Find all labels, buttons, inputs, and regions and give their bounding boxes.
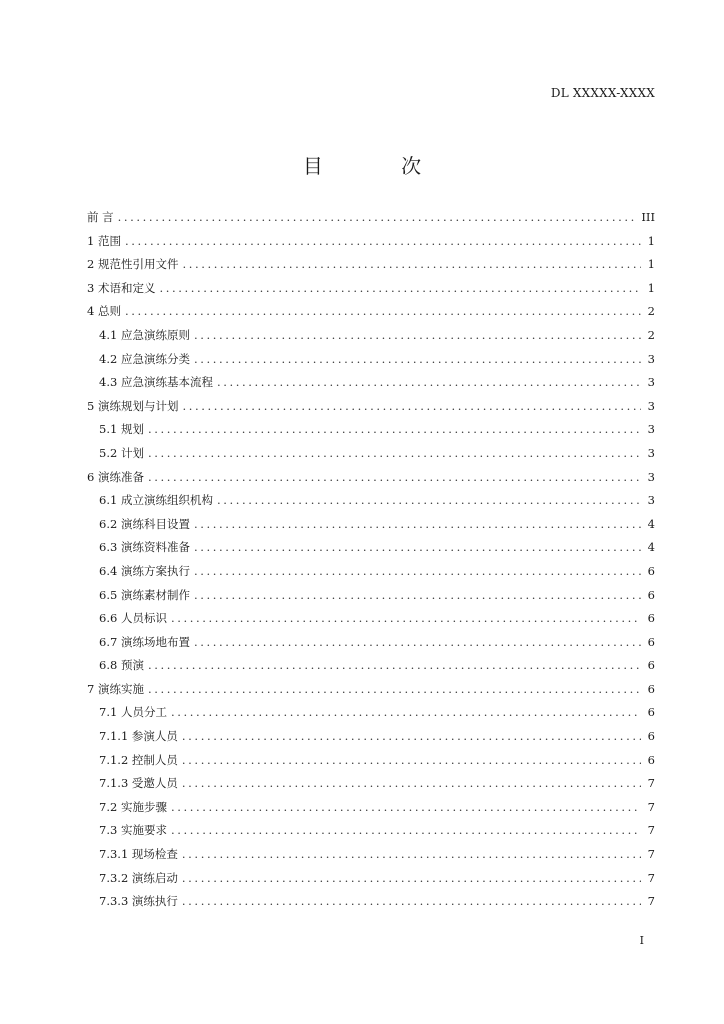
toc-entry-label: 5.2 计划 xyxy=(99,445,144,460)
toc-entry[interactable] xyxy=(87,725,655,749)
toc-entry-page: 3 xyxy=(647,398,655,413)
toc-entry[interactable] xyxy=(87,890,655,914)
table-of-contents xyxy=(87,206,655,914)
toc-leader-dots xyxy=(182,253,641,277)
toc-entry-page: 1 xyxy=(647,233,655,248)
toc-leader-dots xyxy=(171,607,641,631)
toc-entry-label: 6.2 演练科目设置 xyxy=(99,516,190,531)
toc-entry[interactable] xyxy=(87,584,655,608)
toc-entry-page: 7 xyxy=(647,799,655,814)
toc-entry[interactable] xyxy=(87,371,655,395)
toc-entry-label: 6.4 演练方案执行 xyxy=(99,563,190,578)
toc-entry-label: 7.1.1 参演人员 xyxy=(99,729,178,744)
toc-entry[interactable] xyxy=(87,701,655,725)
toc-entry-page: 3 xyxy=(647,445,655,460)
toc-entry-page: 3 xyxy=(647,469,655,484)
toc-entry-page: 7 xyxy=(647,870,655,885)
toc-entry-page: 4 xyxy=(647,540,655,555)
toc-entry[interactable] xyxy=(87,536,655,560)
document-code: DL XXXXX-XXXX xyxy=(550,86,655,100)
toc-entry-label: 7.2 实施步骤 xyxy=(99,799,167,814)
toc-entry-label: 6.5 演练素材制作 xyxy=(99,587,190,602)
toc-entry[interactable] xyxy=(87,253,655,277)
toc-entry-label: 1 范围 xyxy=(87,233,121,248)
toc-entry[interactable] xyxy=(87,206,655,230)
toc-entry-label: 6.7 演练场地布置 xyxy=(99,634,190,649)
toc-entry-label: 4.1 应急演练原则 xyxy=(99,327,190,342)
toc-entry[interactable] xyxy=(87,749,655,773)
toc-entry-page: 6 xyxy=(647,729,655,744)
toc-leader-dots xyxy=(182,749,641,773)
toc-leader-dots xyxy=(148,418,641,442)
toc-entry-page: 3 xyxy=(647,422,655,437)
toc-leader-dots xyxy=(194,631,641,655)
toc-entry[interactable] xyxy=(87,607,655,631)
toc-entry-page: 7 xyxy=(647,823,655,838)
toc-entry-page: 6 xyxy=(647,634,655,649)
toc-leader-dots xyxy=(171,819,641,843)
toc-entry-label: 2 规范性引用文件 xyxy=(87,257,179,272)
toc-entry[interactable] xyxy=(87,654,655,678)
toc-entry[interactable] xyxy=(87,489,655,513)
toc-leader-dots xyxy=(194,348,641,372)
toc-entry-page: 3 xyxy=(647,493,655,508)
toc-entry-page: III xyxy=(641,210,655,224)
toc-leader-dots xyxy=(194,536,641,560)
toc-leader-dots xyxy=(182,867,641,891)
toc-entry-label: 7.1.2 控制人员 xyxy=(99,752,178,767)
toc-entry[interactable] xyxy=(87,230,655,254)
toc-entry-page: 6 xyxy=(647,563,655,578)
toc-leader-dots xyxy=(217,371,641,395)
toc-entry-page: 6 xyxy=(647,658,655,673)
toc-entry-page: 3 xyxy=(647,375,655,390)
toc-leader-dots xyxy=(194,560,641,584)
toc-leader-dots xyxy=(182,395,641,419)
toc-entry-label: 4.2 应急演练分类 xyxy=(99,351,190,366)
toc-leader-dots xyxy=(171,701,641,725)
toc-leader-dots xyxy=(182,772,641,796)
toc-leader-dots xyxy=(159,277,641,301)
toc-leader-dots xyxy=(125,300,641,324)
toc-leader-dots xyxy=(182,890,641,914)
toc-entry-label: 7 演练实施 xyxy=(87,681,144,696)
toc-entry[interactable] xyxy=(87,513,655,537)
toc-entry-page: 3 xyxy=(647,351,655,366)
toc-entry-page: 6 xyxy=(647,681,655,696)
toc-entry[interactable] xyxy=(87,300,655,324)
toc-entry[interactable] xyxy=(87,395,655,419)
toc-entry-label: 7.3.2 演练启动 xyxy=(99,870,178,885)
toc-entry-page: 6 xyxy=(647,611,655,626)
toc-entry[interactable] xyxy=(87,348,655,372)
toc-entry-label: 前 言 xyxy=(87,210,114,224)
page-number: I xyxy=(639,934,644,947)
toc-entry-label: 3 术语和定义 xyxy=(87,280,156,295)
toc-leader-dots xyxy=(182,725,641,749)
toc-entry[interactable] xyxy=(87,560,655,584)
toc-entry-label: 7.3.1 现场检查 xyxy=(99,847,178,862)
toc-entry-page: 7 xyxy=(647,894,655,909)
toc-leader-dots xyxy=(148,654,641,678)
toc-entry[interactable] xyxy=(87,631,655,655)
toc-entry[interactable] xyxy=(87,418,655,442)
toc-leader-dots xyxy=(148,442,641,466)
toc-entry-label: 4 总则 xyxy=(87,304,121,319)
toc-entry[interactable] xyxy=(87,466,655,490)
toc-entry-page: 6 xyxy=(647,587,655,602)
toc-entry-page: 1 xyxy=(647,280,655,295)
toc-entry-label: 6.1 成立演练组织机构 xyxy=(99,493,213,508)
toc-leader-dots xyxy=(118,206,638,230)
toc-leader-dots xyxy=(182,843,641,867)
toc-entry-label: 7.1 人员分工 xyxy=(99,705,167,720)
toc-entry-page: 2 xyxy=(647,327,655,342)
toc-entry[interactable] xyxy=(87,277,655,301)
toc-entry-page: 1 xyxy=(647,257,655,272)
toc-entry-page: 2 xyxy=(647,304,655,319)
toc-entry-label: 6 演练准备 xyxy=(87,469,144,484)
toc-entry-label: 6.3 演练资料准备 xyxy=(99,540,190,555)
toc-entry[interactable] xyxy=(87,678,655,702)
toc-leader-dots xyxy=(194,513,641,537)
toc-entry-label: 7.1.3 受邀人员 xyxy=(99,776,178,791)
toc-entry-label: 4.3 应急演练基本流程 xyxy=(99,375,213,390)
toc-entry[interactable] xyxy=(87,867,655,891)
toc-entry-page: 7 xyxy=(647,776,655,791)
toc-entry-page: 7 xyxy=(647,847,655,862)
toc-entry[interactable] xyxy=(87,442,655,466)
toc-entry-label: 6.6 人员标识 xyxy=(99,611,167,626)
toc-leader-dots xyxy=(148,678,641,702)
toc-entry-page: 6 xyxy=(647,752,655,767)
toc-entry-page: 6 xyxy=(647,705,655,720)
toc-entry-label: 7.3 实施要求 xyxy=(99,823,167,838)
toc-entry-label: 5.1 规划 xyxy=(99,422,144,437)
toc-leader-dots xyxy=(125,230,641,254)
toc-leader-dots xyxy=(194,584,641,608)
toc-leader-dots xyxy=(148,466,641,490)
toc-entry[interactable] xyxy=(87,324,655,348)
toc-title: 目 次 xyxy=(302,154,458,178)
toc-entry-label: 5 演练规划与计划 xyxy=(87,398,179,413)
toc-entry[interactable] xyxy=(87,843,655,867)
toc-entry-label: 6.8 预演 xyxy=(99,658,144,673)
toc-entry[interactable] xyxy=(87,796,655,820)
toc-leader-dots xyxy=(171,796,641,820)
toc-entry[interactable] xyxy=(87,819,655,843)
toc-entry-page: 4 xyxy=(647,516,655,531)
toc-leader-dots xyxy=(217,489,641,513)
toc-leader-dots xyxy=(194,324,641,348)
toc-entry[interactable] xyxy=(87,772,655,796)
toc-entry-label: 7.3.3 演练执行 xyxy=(99,894,178,909)
